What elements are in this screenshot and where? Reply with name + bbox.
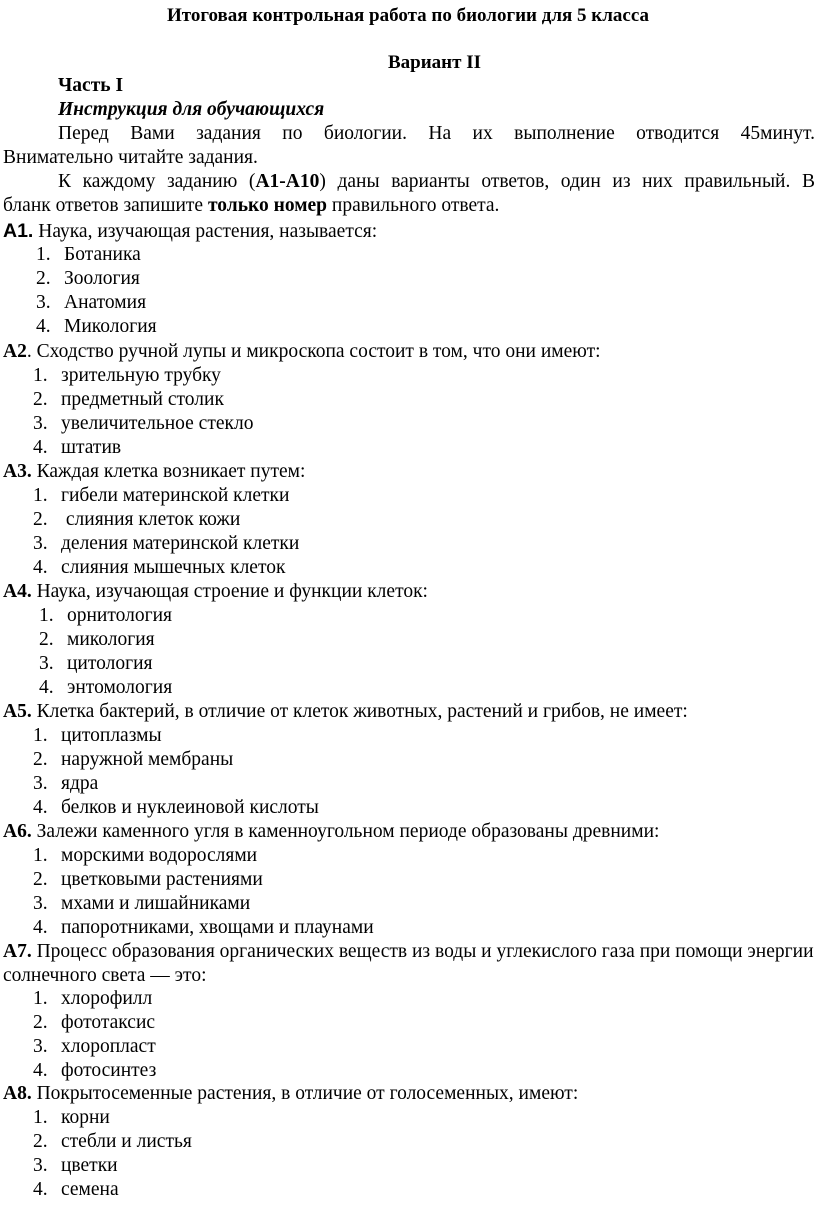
question-a3 (3, 460, 815, 484)
question-text: Наука, изучающая строение и функции клеток: (31, 581, 428, 602)
question-text: Процесс образования органических веществ из воды и углекислого газа при помощи энергии солнечного света — это: (3, 941, 814, 986)
answer-option: 1. гибели материнской клетки (33, 485, 290, 506)
answer-option: 2. фототаксис (33, 1012, 156, 1033)
question-text: . Сходство ручной лупы и микроскопа состоит в том, что они имеют: (26, 341, 601, 362)
question-a8 (3, 1082, 815, 1106)
paragraph-2-text-c: бланк ответов запишите (3, 195, 208, 216)
variant-label: Вариант II (388, 52, 482, 73)
answer-option: 3. деления материнской клетки (33, 533, 300, 554)
question-text: Покрытосеменные растения, в отличие от голосеменных, имеют: (31, 1083, 579, 1104)
answer-option: 1. зрительную трубку (33, 365, 221, 386)
answer-option: 1. морскими водорослями (33, 845, 258, 866)
answer-option: 3. Анатомия (36, 292, 147, 313)
answer-option: 2. предметный столик (33, 389, 224, 410)
answer-option: 2. наружной мембраны (33, 749, 234, 770)
answer-option: 4. фотосинтез (33, 1060, 157, 1081)
answer-option: 3. ядра (33, 773, 99, 794)
paragraph-2-text-b: ) даны варианты ответов, один из них правильный. В (319, 171, 815, 192)
answer-option: 1. хлорофилл (33, 988, 153, 1009)
paragraph-1-line-2: Внимательно читайте задания. (3, 147, 258, 168)
question-a5 (3, 700, 815, 724)
answer-option: 3. хлоропласт (33, 1036, 156, 1057)
instruction-heading: Инструкция для обучающихся (58, 99, 325, 120)
question-text: Наука, изучающая растения, называется: (33, 221, 378, 242)
answer-option: 4. папоротниками, хвощами и плаунами (33, 917, 374, 938)
question-a7 (3, 940, 815, 988)
instruction-paragraph-2 (3, 170, 815, 218)
answer-option: 4. энтомология (39, 677, 173, 698)
question-number: А7. (3, 941, 32, 962)
paragraph-2-line-1 (3, 170, 815, 194)
answer-option: 4. Микология (36, 316, 157, 337)
question-a4 (3, 580, 815, 604)
answer-option: 2. микология (39, 629, 155, 650)
answer-option: 1. орнитология (39, 605, 173, 626)
question-a6 (3, 820, 815, 844)
answer-option: 3. цветки (33, 1155, 118, 1176)
paragraph-2-text-d: правильного ответа. (327, 195, 500, 216)
paragraph-1-line-1: Перед Вами задания по биологии. На их выполнение отводится 45минут. (58, 123, 815, 144)
instruction-paragraph-1 (3, 122, 815, 170)
answer-option: 2. слияния клеток кожи (33, 509, 241, 530)
answer-option: 1. корни (33, 1107, 110, 1128)
answer-option: 4. белков и нуклеиновой кислоты (33, 797, 319, 818)
task-range: А1-А10 (255, 171, 320, 192)
question-number: А6. (3, 821, 32, 842)
answer-option: 4. семена (33, 1179, 119, 1200)
answer-option: 2. цветковыми растениями (33, 869, 263, 890)
question-number: А2 (3, 341, 27, 362)
paragraph-2-line-2 (3, 195, 499, 216)
question-number: А4. (3, 581, 32, 602)
document-title: Итоговая контрольная работа по биологии для 5 класса (166, 5, 649, 26)
answer-option: 3. мхами и лишайниками (33, 893, 251, 914)
answer-option: 1. цитоплазмы (33, 725, 162, 746)
question-number: А1. (3, 220, 34, 242)
paragraph-2-text-a: К каждому заданию ( (58, 171, 256, 192)
question-text: Клетка бактерий, в отличие от клеток животных, растений и грибов, не имеет: (31, 701, 688, 722)
answer-option: 4. слияния мышечных клеток (33, 557, 286, 578)
answer-option: 3. цитология (39, 653, 153, 674)
question-a1 (3, 219, 815, 244)
answer-option: 2. стебли и листья (33, 1131, 192, 1152)
part-label: Часть I (58, 75, 124, 96)
answer-option: 3. увеличительное стекло (33, 413, 254, 434)
answer-option: 1. Ботаника (36, 244, 141, 265)
only-number-emphasis: только номер (207, 195, 328, 216)
answer-option: 2. Зоология (36, 268, 140, 289)
question-text: Залежи каменного угля в каменноугольном периоде образованы древними: (31, 821, 660, 842)
question-number: А5. (3, 701, 32, 722)
question-text: Каждая клетка возникает путем: (31, 461, 306, 482)
question-number: А8. (3, 1083, 32, 1104)
answer-option: 4. штатив (33, 437, 122, 458)
question-number: А3. (3, 461, 32, 482)
question-a2 (3, 340, 815, 364)
